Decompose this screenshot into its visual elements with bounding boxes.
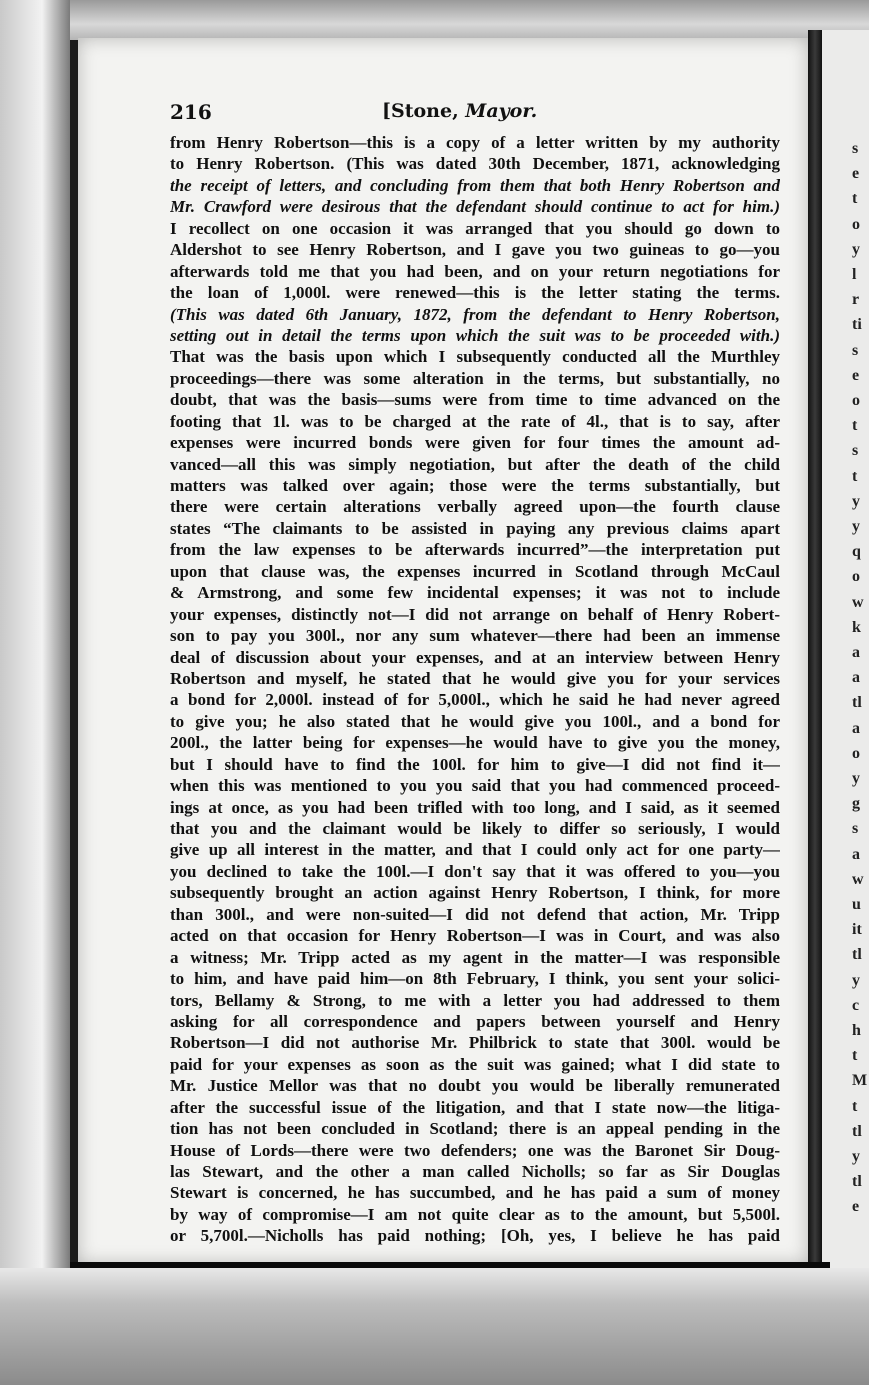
text-line: than 300l., and were non-suited—I did not defend that action, Mr. Tripp [170, 904, 780, 924]
facing-page-fragment: s [852, 341, 859, 359]
text-line: tion has not been concluded in Scotland; there is an appeal pending in the [170, 1119, 780, 1139]
facing-page-fragment: tl [852, 694, 862, 712]
text-line: deal of discussion about your expenses, and at an interview between Henry [170, 647, 780, 667]
text-line: afterwards told me that you had been, and on your return negotiations for [170, 261, 780, 281]
text-line: matters was talked over again; those were the terms substantially, but [170, 476, 780, 495]
text-line: states “The claimants to be assisted in paying any previous claims apart [170, 518, 780, 538]
facing-page-fragment: y [852, 770, 860, 787]
facing-page-fragment: tl [852, 946, 862, 964]
facing-page-fragment: s [852, 140, 859, 157]
text-line: or 5,700l.—Nicholls has paid nothing; [Oh, yes, I believe he has paid [170, 1226, 780, 1246]
text-line: to him, and have paid him—on 8th February, I think, you sent your solici- [170, 969, 780, 989]
facing-page-fragment: a [852, 644, 860, 661]
facing-page-fragment: c [852, 996, 860, 1014]
page-number: 216 [170, 100, 212, 124]
text-line: a witness; Mr. Tripp acted as my agent in the matter—I was responsible [170, 947, 780, 967]
facing-page-fragment: y [852, 971, 860, 989]
text-line: doubt, that was the basis—sums were from time to time advanced on the [170, 390, 780, 410]
text-line: acted on that occasion for Henry Robertson—I was in Court, and was also [170, 926, 780, 946]
text-line: Robertson and myself, he stated that he would give you for your services [170, 668, 780, 688]
text-line: but I should have to find the 100l. for him to give—I did not find it— [170, 754, 780, 774]
text-line: from Henry Robertson—this is a copy of a letter written by my authority [170, 133, 780, 152]
text-line: las Stewart, and the other a man called Nicholls; so far as Sir Douglas [170, 1162, 780, 1181]
facing-page-fragment: k [852, 618, 861, 636]
facing-page-fragment: r [852, 291, 860, 309]
text-line: Mr. Justice Mellor was that no doubt you would be liberally remunerated [170, 1076, 780, 1096]
text-line: from the law expenses to be afterwards incurred”—the interpretation put [170, 540, 780, 560]
facing-page-fragment: o [852, 392, 860, 409]
text-line: House of Lords—there were two defenders; one was the Baronet Sir Doug- [170, 1140, 780, 1160]
facing-page-fragment: h [852, 1022, 861, 1039]
facing-page-fragment: y [852, 240, 860, 258]
scan-background-left [0, 0, 70, 1280]
page-header [170, 100, 780, 128]
facing-page-fragment: a [852, 669, 860, 687]
facing-page-fragment: a [852, 845, 860, 863]
text-line: upon that clause was, the expenses incurred in Scotland through McCaul [170, 561, 780, 581]
text-line: vanced—all this was simply negotiation, but after the death of the child [170, 454, 780, 474]
running-head-name: [Stone, [382, 100, 466, 122]
facing-page-fragment: g [852, 795, 860, 813]
facing-page-fragment: y [852, 492, 860, 510]
text-line: footing that 1l. was to be charged at the rate of 4l., that is to say, after [170, 411, 780, 431]
facing-page-fragment: e [852, 366, 860, 384]
text-line: to give you; he also stated that he would give you 100l., and a bond for [170, 711, 780, 731]
text-line: there were certain alterations verbally agreed upon—the fourth clause [170, 497, 780, 517]
text-line: ings at once, as you had been trifled with too long, and I said, as it seemed [170, 797, 780, 817]
scan-background-bottom [0, 1268, 869, 1385]
text-line: your expenses, distinctly not—I did not arrange on behalf of Henry Robert- [170, 604, 780, 624]
facing-page-fragment: l [852, 266, 857, 283]
text-line: tors, Bellamy & Strong, to me with a letter you had addressed to them [170, 990, 780, 1010]
text-line: son to pay you 300l., nor any sum whatever—there had been an immense [170, 626, 780, 646]
facing-page-fragment: a [852, 719, 860, 737]
facing-page-fragment: tl [852, 1122, 862, 1140]
text-line: setting out in detail the terms upon which the suit was to be proceeded with.) [170, 325, 780, 345]
facing-page-fragment: t [852, 467, 858, 485]
text-line: I recollect on one occasion it was arranged that you should go down to [170, 218, 780, 238]
text-line: Stewart is concerned, he has succumbed, and he has paid a sum of money [170, 1183, 780, 1203]
text-line: give up all interest in the matter, and that I could only act for one party— [170, 840, 780, 860]
facing-page-fragment: t [852, 1047, 858, 1065]
text-line: (This was dated 6th January, 1872, from the defendant to Henry Robertson, [170, 304, 780, 324]
facing-page-fragment: e [852, 1198, 860, 1216]
book-gutter [808, 30, 822, 1270]
text-line: that you and the claimant would be likely to differ so seriously, I would [170, 819, 780, 838]
text-line: Aldershot to see Henry Robertson, and I gave you two guineas to go—you [170, 240, 780, 260]
text-line: the receipt of letters, and concluding from them that both Henry Robertson and [170, 175, 780, 195]
scan-background-top [0, 0, 869, 40]
text-line: to Henry Robertson. (This was dated 30th December, 1871, acknowledging [170, 154, 780, 174]
facing-page-fragment: t [852, 1097, 858, 1115]
facing-page-fragment: M [852, 1072, 868, 1090]
facing-page-fragment: o [852, 568, 860, 586]
running-head [382, 100, 537, 122]
text-line: you declined to take the 100l.—I don't say that it was offered to you—you [170, 861, 780, 881]
text-line: Mr. Crawford were desirous that the defendant should continue to act for him.) [170, 197, 780, 217]
text-line: when this was mentioned to you you said that you had commenced proceed- [170, 776, 780, 796]
text-line: after the successful issue of the litigation, and that I state now—the litiga- [170, 1097, 780, 1117]
facing-page-fragment: tl [852, 1173, 862, 1191]
facing-page-fragment: q [852, 543, 861, 561]
text-line: asking for all correspondence and papers between yourself and Henry [170, 1011, 780, 1031]
facing-page-fragment: t [852, 417, 858, 435]
text-line: the loan of 1,000l. were renewed—this is the letter stating the terms. [170, 283, 780, 303]
facing-page-fragment: s [852, 442, 859, 460]
text-line: That was the basis upon which I subsequently conducted all the Murthley [170, 347, 780, 367]
facing-page-fragment: ti [852, 316, 862, 334]
facing-page-fragment: w [852, 870, 864, 888]
facing-page-fragment: e [852, 165, 860, 183]
running-head-title: Mayor. [465, 100, 538, 122]
text-line: Robertson—I did not authorise Mr. Philbrick to state that 300l. would be [170, 1033, 780, 1053]
facing-page-fragment: u [852, 896, 861, 913]
text-line: & Armstrong, and some few incidental expenses; it was not to include [170, 583, 780, 603]
text-line: by way of compromise—I am not quite clear as to the amount, but 5,500l. [170, 1204, 780, 1224]
text-line: expenses were incurred bonds were given for four times the amount ad- [170, 433, 780, 453]
text-line: paid for your expenses as soon as the suit was gained; what I did state to [170, 1054, 780, 1074]
facing-page-fragment: w [852, 593, 864, 611]
text-line: a bond for 2,000l. instead of for 5,000l., which he said he had never agreed [170, 690, 780, 710]
facing-page-fragment: y [852, 1148, 860, 1165]
facing-page-fragment: o [852, 744, 860, 762]
facing-page-fragment: s [852, 820, 859, 838]
facing-page-fragment: o [852, 215, 860, 233]
facing-page-fragment: it [852, 921, 862, 939]
body-text [170, 132, 780, 1247]
text-line: proceedings—there was some alteration in the terms, but substantially, no [170, 368, 780, 388]
text-line: subsequently brought an action against Henry Robertson, I think, for more [170, 883, 780, 903]
facing-page-fragment: t [852, 190, 858, 208]
facing-page-fragment: y [852, 518, 860, 535]
text-line: 200l., the latter being for expenses—he would have to give you the money, [170, 733, 780, 753]
